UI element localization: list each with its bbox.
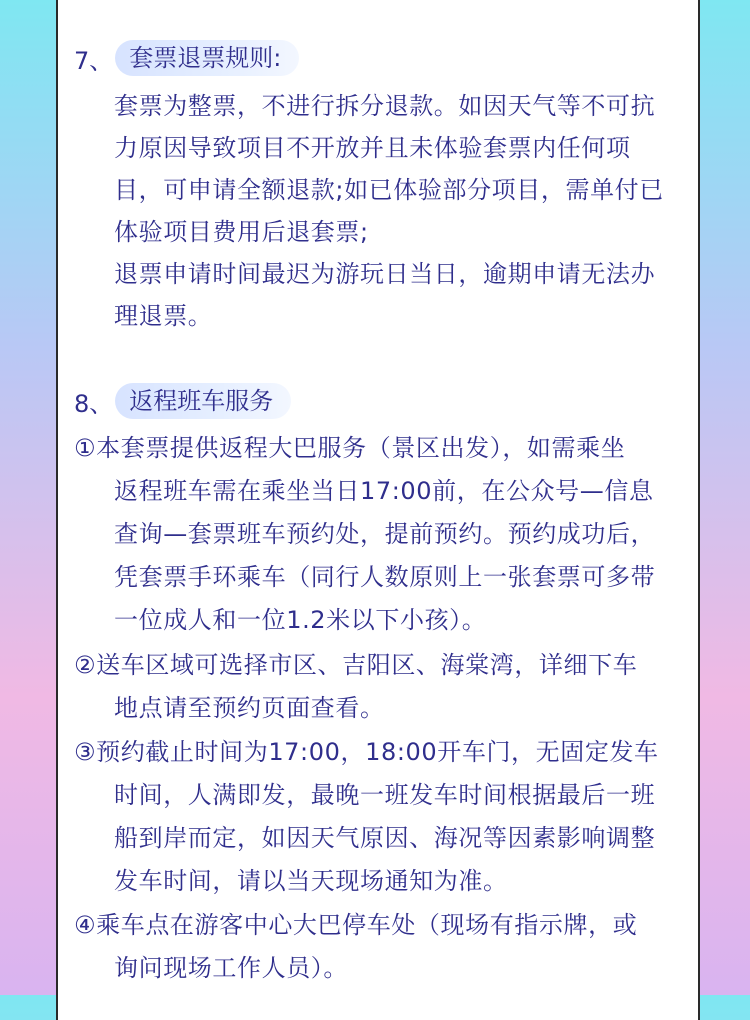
section-7-line-2: 力原因导致项目不开放并且未体验套票内任何项 <box>114 134 631 162</box>
section-7-line-4: 体验项目费用后退套票; <box>114 218 369 246</box>
section-8-item-3-line-3: 船到岸而定，如因天气原因、海况等因素影响调整 <box>114 824 656 852</box>
section-7-number: 7、 <box>74 46 114 75</box>
section-7-line-1: 套票为整票，不进行拆分退款。如因天气等不可抗 <box>114 92 656 120</box>
section-8-item-1-line-1: ①本套票提供返程大巴服务（景区出发），如需乘坐 <box>74 434 626 462</box>
section-8-item-2-line-2: 地点请至预约页面查看。 <box>114 694 385 722</box>
section-8-item-3-line-4: 发车时间，请以当天现场通知为准。 <box>114 867 508 895</box>
section-8-item-1-line-3: 查询—套票班车预约处，提前预约。预约成功后， <box>114 520 656 548</box>
section-8-item-4-line-1: ④乘车点在游客中心大巴停车处（现场有指示牌，或 <box>74 911 638 939</box>
section-8-item-1-line-2: 返程班车需在乘坐当日17:00前，在公众号—信息 <box>114 477 654 505</box>
section-7-header <box>74 40 299 76</box>
section-8-item-3-line-2: 时间，人满即发，最晚一班发车时间根据最后一班 <box>114 781 656 809</box>
section-8-number: 8、 <box>74 389 114 418</box>
section-8-item-1-line-4: 凭套票手环乘车（同行人数原则上一张套票可多带 <box>114 563 656 591</box>
section-8-item-1-line-5: 一位成人和一位1.2米以下小孩）。 <box>114 606 487 634</box>
section-7-line-3: 目，可申请全额退款;如已体验部分项目，需单付已 <box>114 176 664 204</box>
section-7-line-5: 退票申请时间最迟为游玩日当日，逾期申请无法办 <box>114 260 656 288</box>
section-8-title: 返程班车服务 <box>115 383 291 419</box>
section-8-item-2-line-1: ②送车区域可选择市区、吉阳区、海棠湾，详细下车 <box>74 651 638 679</box>
section-8-item-4-line-2: 询问现场工作人员）。 <box>114 954 348 982</box>
section-7-title: 套票退票规则: <box>115 40 299 76</box>
section-7-line-6: 理退票。 <box>114 302 213 330</box>
section-8-header <box>74 383 291 419</box>
section-8-item-3-line-1: ③预约截止时间为17:00，18:00开车门，无固定发车 <box>74 738 659 766</box>
